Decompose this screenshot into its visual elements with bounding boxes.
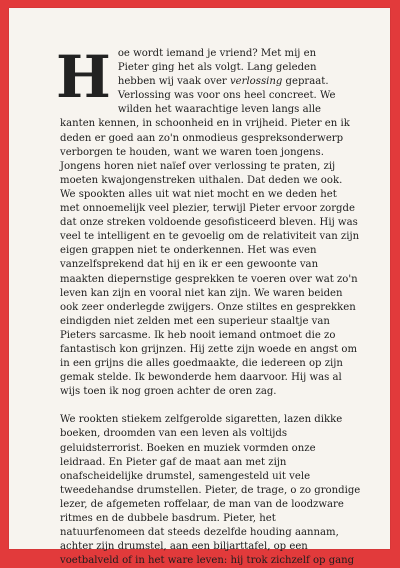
paragraph-2-lines xyxy=(60,413,360,568)
text-line: oe wordt iemand je vriend? Met mij en xyxy=(117,48,317,59)
text-line: voetbalveld of in het ware leven: hij trok zichzelf op gang xyxy=(60,555,355,567)
text-line: We spookten alles uit wat niet mocht en we deden het xyxy=(60,188,337,200)
text-line: leidraad. En Pieter gaf de maat aan met zijn xyxy=(60,456,287,468)
text-line: veel te intelligent en te gevoelig om de relativiteit van zijn xyxy=(60,231,360,243)
text-line: dat onze streken voldoende gesofisticeerd bleven. Hij was xyxy=(60,217,358,229)
text-line: wilden het waarachtige leven langs alle xyxy=(117,104,322,116)
text-line: maakten diepernstige gesprekken te voeren over wat zo'n xyxy=(60,273,358,285)
text-line: eigen grappen niet te onderkennen. Het was even xyxy=(60,245,317,257)
text-line: onafscheidelijke drumstel, samengesteld uit vele xyxy=(60,470,311,482)
text-line: kanten kennen, in schoonheid en in vrijheid. Pieter en ik xyxy=(60,118,350,130)
text-line: Verlossing was voor ons heel concreet. We xyxy=(117,90,336,102)
text-line: in een grijns die alles goedmaakte, die iedereen op zijn xyxy=(60,358,343,370)
drop-cap: H xyxy=(56,43,111,111)
text-line: achter zijn drumstel, aan een biljarttafel, op een xyxy=(60,541,308,553)
text-line: verborgen te houden, want we waren toen jongens. xyxy=(60,146,324,158)
text-line: ook zeer onderlegde zwijgers. Onze stiltes en gesprekken xyxy=(60,301,356,313)
text-line: natuurfenomeen dat steeds dezelfde houding aannam, xyxy=(60,527,339,539)
text-line: Pieters sarcasme. Ik heb nooit iemand ontmoet die zo xyxy=(60,329,336,341)
paragraph-2 xyxy=(60,413,360,568)
paragraph-1 xyxy=(56,43,360,399)
postcard xyxy=(9,8,390,567)
text-line: boeken, droomden van een leven als voltijds xyxy=(60,428,288,440)
article-body xyxy=(56,43,361,568)
text-line: gemak stelde. Ik bewonderde hem daarvoor. Hij was al xyxy=(60,372,342,384)
text-line: Pieter ging het als volgt. Lang geleden xyxy=(117,62,317,74)
text-line: geluidsterrorist. Boeken en muziek vormden onze xyxy=(60,442,316,454)
text-line: met onnoemelijk veel plezier, terwijl Pieter ervoor zorgde xyxy=(60,203,355,215)
text-line: We rookten stiekem zelfgerolde sigaretten, lazen dikke xyxy=(60,414,343,426)
text-line: leven kan zijn en vooral niet kan zijn. We waren beiden xyxy=(60,287,343,299)
text-line: moeten kwajongenstreken uithalen. Dat deden we ook. xyxy=(60,174,343,186)
text-line: ritmes en de dubbele basdrum. Pieter, het xyxy=(60,513,276,524)
text-line: wijs toen ik nog groen achter de oren zag. xyxy=(60,386,277,398)
text-line: eindigden niet zelden met een superieur staaltje van xyxy=(60,315,330,327)
text-line: lezer, de afgemeten roffelaar, de man van de loodzware xyxy=(60,498,344,510)
text-line: vanzelfsprekend dat hij en ik er een gewoonte van xyxy=(60,259,319,271)
text-line: Jongens horen niet naïef over verlossing te praten, zij xyxy=(60,160,336,172)
text-line: deden er goed aan zo'n onmodieus gespreksonderwerp xyxy=(60,132,344,144)
text-line: hebben wij vaak over verlossing gepraat. xyxy=(117,76,329,88)
text-line: fantastisch kon grijnzen. Hij zette zijn woede en angst om xyxy=(60,343,358,355)
text-line: tweedehandse drumstellen. Pieter, de trage, o zo grondige xyxy=(60,484,361,496)
